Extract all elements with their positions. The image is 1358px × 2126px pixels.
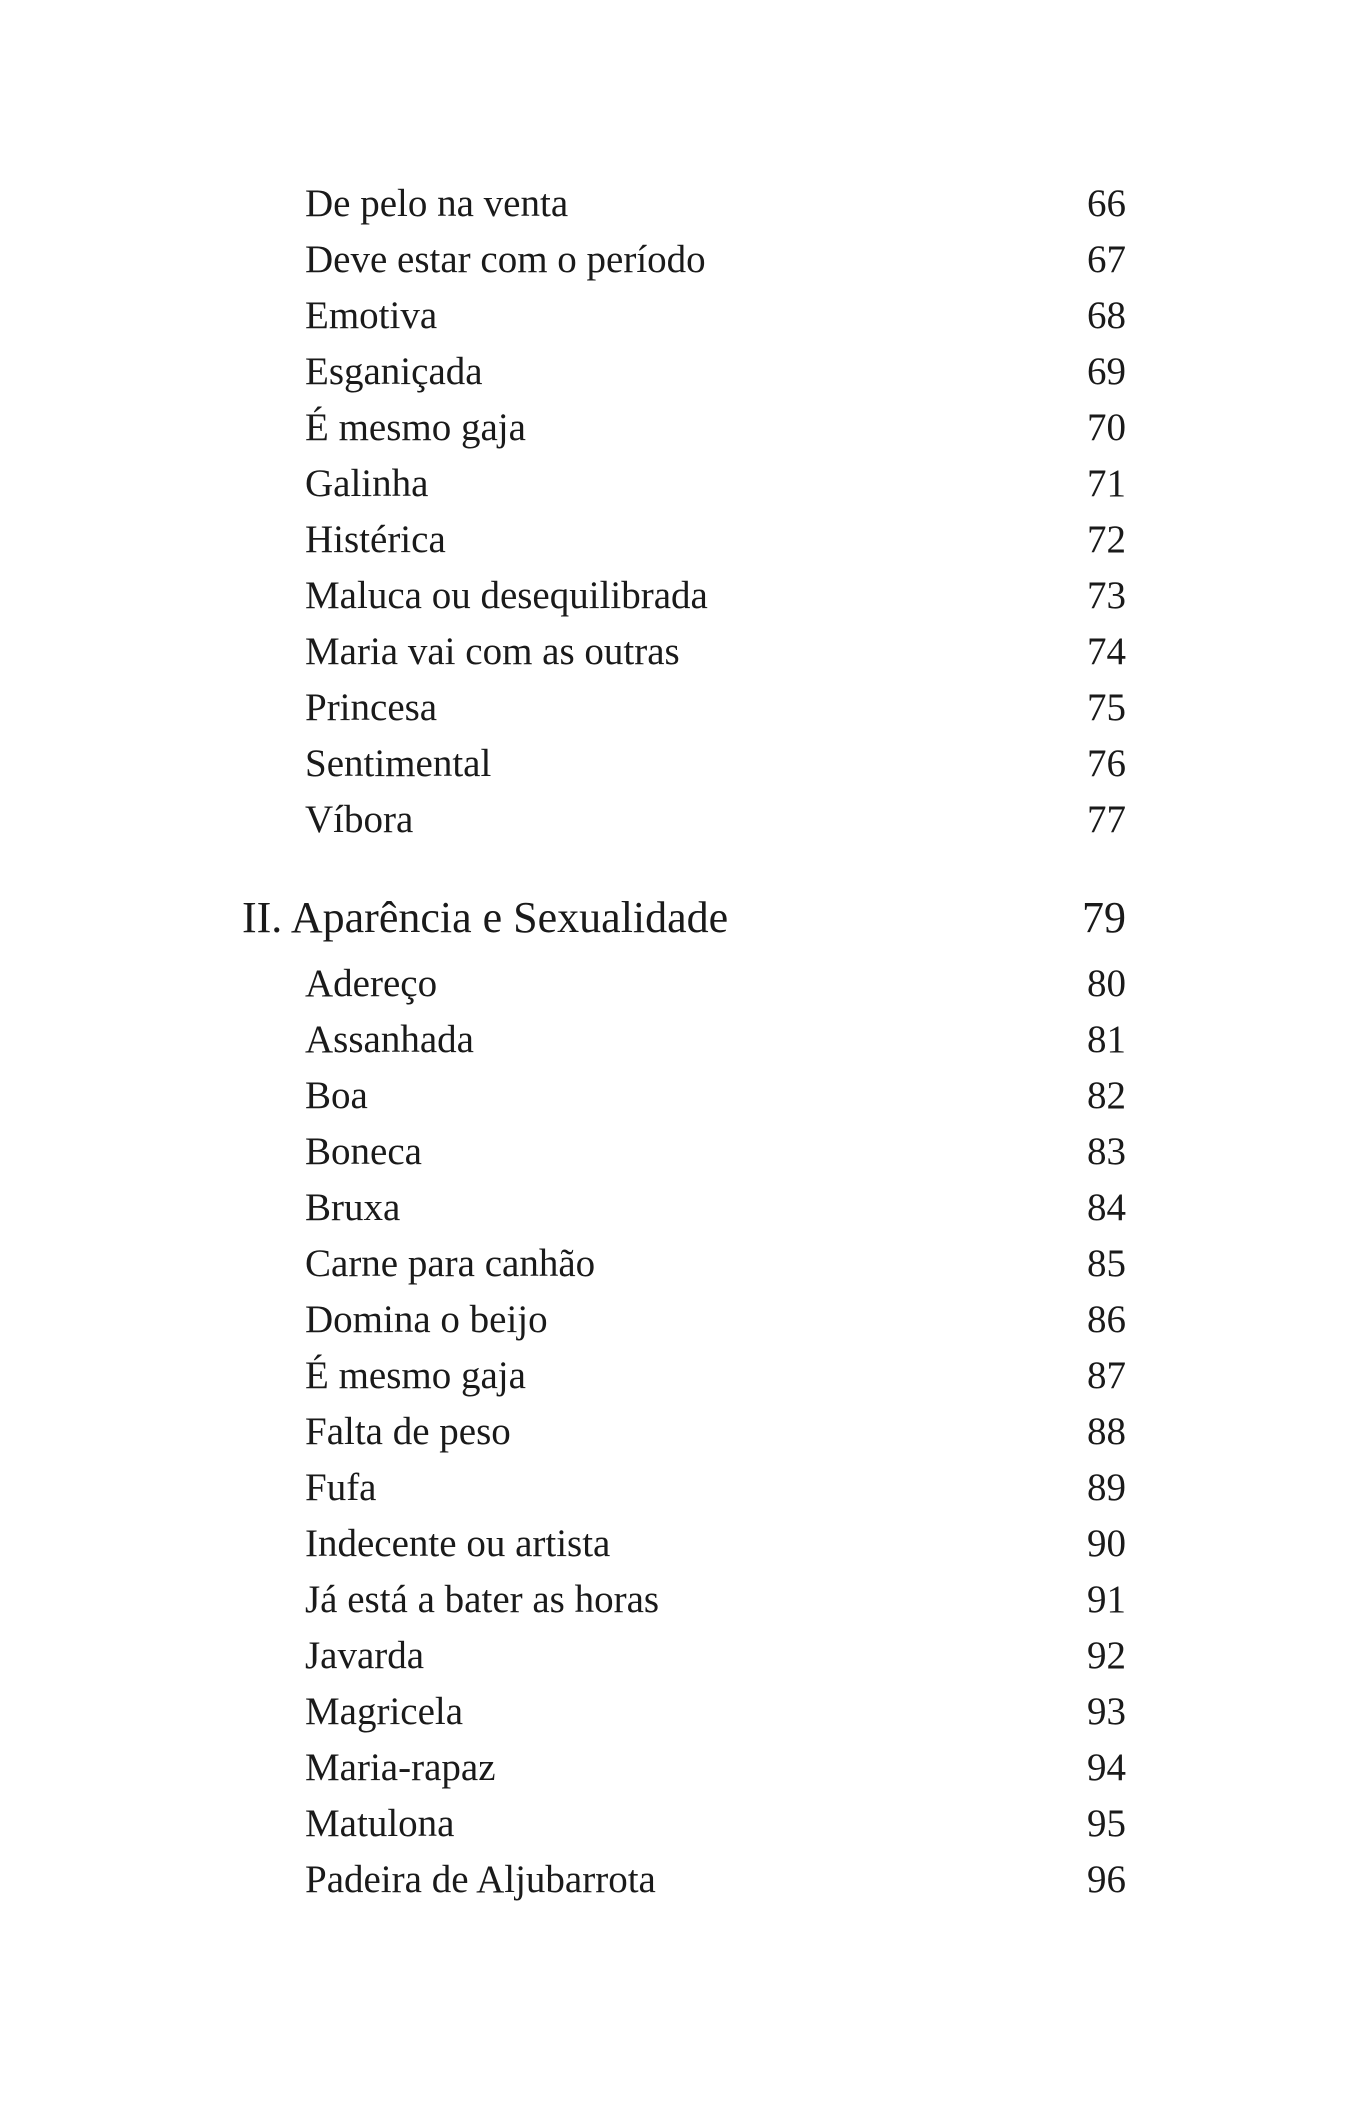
toc-entry-page: 81 — [1087, 1018, 1126, 1061]
toc-entry — [0, 1180, 1358, 1236]
toc-entry-page: 80 — [1087, 962, 1126, 1005]
toc-entry-label: Carne para canhão — [305, 1242, 596, 1285]
toc-entry — [0, 1628, 1358, 1684]
toc-entry-label: Histérica — [305, 518, 446, 561]
toc-entry-page: 76 — [1087, 742, 1126, 785]
toc-entry — [0, 1404, 1358, 1460]
toc-entry-page: 82 — [1087, 1074, 1126, 1117]
toc-entry-page: 69 — [1087, 350, 1126, 393]
toc-entry-page: 84 — [1087, 1186, 1126, 1229]
toc-entry-page: 94 — [1087, 1746, 1126, 1789]
toc-entry-label: Padeira de Aljubarrota — [305, 1858, 656, 1901]
toc-entry — [0, 736, 1358, 792]
toc-entry — [0, 1460, 1358, 1516]
toc-entry-page: 89 — [1087, 1466, 1126, 1509]
toc-entry-label: Indecente ou artista — [305, 1522, 611, 1565]
toc-entry-label: Fufa — [305, 1466, 377, 1509]
toc-entry — [0, 456, 1358, 512]
toc-entry — [0, 1684, 1358, 1740]
toc-entry — [0, 1124, 1358, 1180]
toc-entry-label: Bruxa — [305, 1186, 401, 1229]
toc-entry-page: 67 — [1087, 238, 1126, 281]
toc-entry-label: É mesmo gaja — [305, 1354, 526, 1397]
toc-entry-label: Maluca ou desequilibrada — [305, 574, 708, 617]
toc-entry-label: Boneca — [305, 1130, 422, 1173]
toc-entry-label: Magricela — [305, 1690, 464, 1733]
toc-entry — [0, 1292, 1358, 1348]
toc-entry — [0, 1740, 1358, 1796]
toc-entry-page: 83 — [1087, 1130, 1126, 1173]
toc-group-2 — [0, 956, 1358, 1908]
toc-entry-page: 66 — [1087, 182, 1126, 225]
toc-entry — [0, 344, 1358, 400]
toc-entry — [0, 956, 1358, 1012]
toc-entry-page: 85 — [1087, 1242, 1126, 1285]
toc-entry-label: Assanhada — [305, 1018, 474, 1061]
toc-entry-page: 68 — [1087, 294, 1126, 337]
section-title: II. Aparência e Sexualidade — [242, 893, 729, 942]
toc-entry — [0, 400, 1358, 456]
toc-entry-label: Maria vai com as outras — [305, 630, 680, 673]
toc-entry-page: 92 — [1087, 1634, 1126, 1677]
toc-entry — [0, 1572, 1358, 1628]
toc-entry-page: 87 — [1087, 1354, 1126, 1397]
toc-entry-page: 71 — [1087, 462, 1126, 505]
toc-entry-label: De pelo na venta — [305, 182, 569, 225]
toc-entry-page: 72 — [1087, 518, 1126, 561]
toc-entry-label: Princesa — [305, 686, 438, 729]
toc-entry-label: Falta de peso — [305, 1410, 511, 1453]
toc-entry-label: Galinha — [305, 462, 429, 505]
toc-entry — [0, 568, 1358, 624]
toc-entry-page: 73 — [1087, 574, 1126, 617]
toc-entry — [0, 1348, 1358, 1404]
toc-entry-label: Esganiçada — [305, 350, 483, 393]
toc-entry-label: Maria-rapaz — [305, 1746, 496, 1789]
toc-entry-page: 91 — [1087, 1578, 1126, 1621]
toc-entry-page: 74 — [1087, 630, 1126, 673]
toc-entry-label: Deve estar com o período — [305, 238, 706, 281]
toc-entry — [0, 1068, 1358, 1124]
toc-entry-page: 75 — [1087, 686, 1126, 729]
toc-entry-page: 96 — [1087, 1858, 1126, 1901]
section-page: 79 — [1082, 893, 1126, 942]
toc-entry-label: Javarda — [305, 1634, 425, 1677]
toc-entry-page: 95 — [1087, 1802, 1126, 1845]
toc-entry — [0, 512, 1358, 568]
toc-entry-label: Boa — [305, 1074, 368, 1117]
toc-entry-label: Víbora — [305, 798, 414, 841]
toc-entry-label: Sentimental — [305, 742, 492, 785]
toc-entry-page: 90 — [1087, 1522, 1126, 1565]
toc-entry-page: 86 — [1087, 1298, 1126, 1341]
toc-entry — [0, 1796, 1358, 1852]
toc-entry-page: 77 — [1087, 798, 1126, 841]
toc-entry-page: 88 — [1087, 1410, 1126, 1453]
toc-entry — [0, 624, 1358, 680]
toc-entry — [0, 232, 1358, 288]
toc-entry-label: É mesmo gaja — [305, 406, 526, 449]
toc-entry-label: Matulona — [305, 1802, 455, 1845]
toc-entry — [0, 1236, 1358, 1292]
toc-entry — [0, 680, 1358, 736]
toc-entry-label: Já está a bater as horas — [305, 1578, 660, 1621]
toc-entry — [0, 1012, 1358, 1068]
toc-entry-page: 93 — [1087, 1690, 1126, 1733]
toc-entry-label: Adereço — [305, 962, 438, 1005]
toc-section-heading — [0, 888, 1358, 948]
toc-entry-label: Emotiva — [305, 294, 438, 337]
toc-entry — [0, 176, 1358, 232]
toc-entry — [0, 1516, 1358, 1572]
toc-entry — [0, 792, 1358, 848]
toc-entry-label: Domina o beijo — [305, 1298, 548, 1341]
toc-entry-page: 70 — [1087, 406, 1126, 449]
toc-entry — [0, 1852, 1358, 1908]
toc-entry — [0, 288, 1358, 344]
toc-group-1 — [0, 176, 1358, 848]
